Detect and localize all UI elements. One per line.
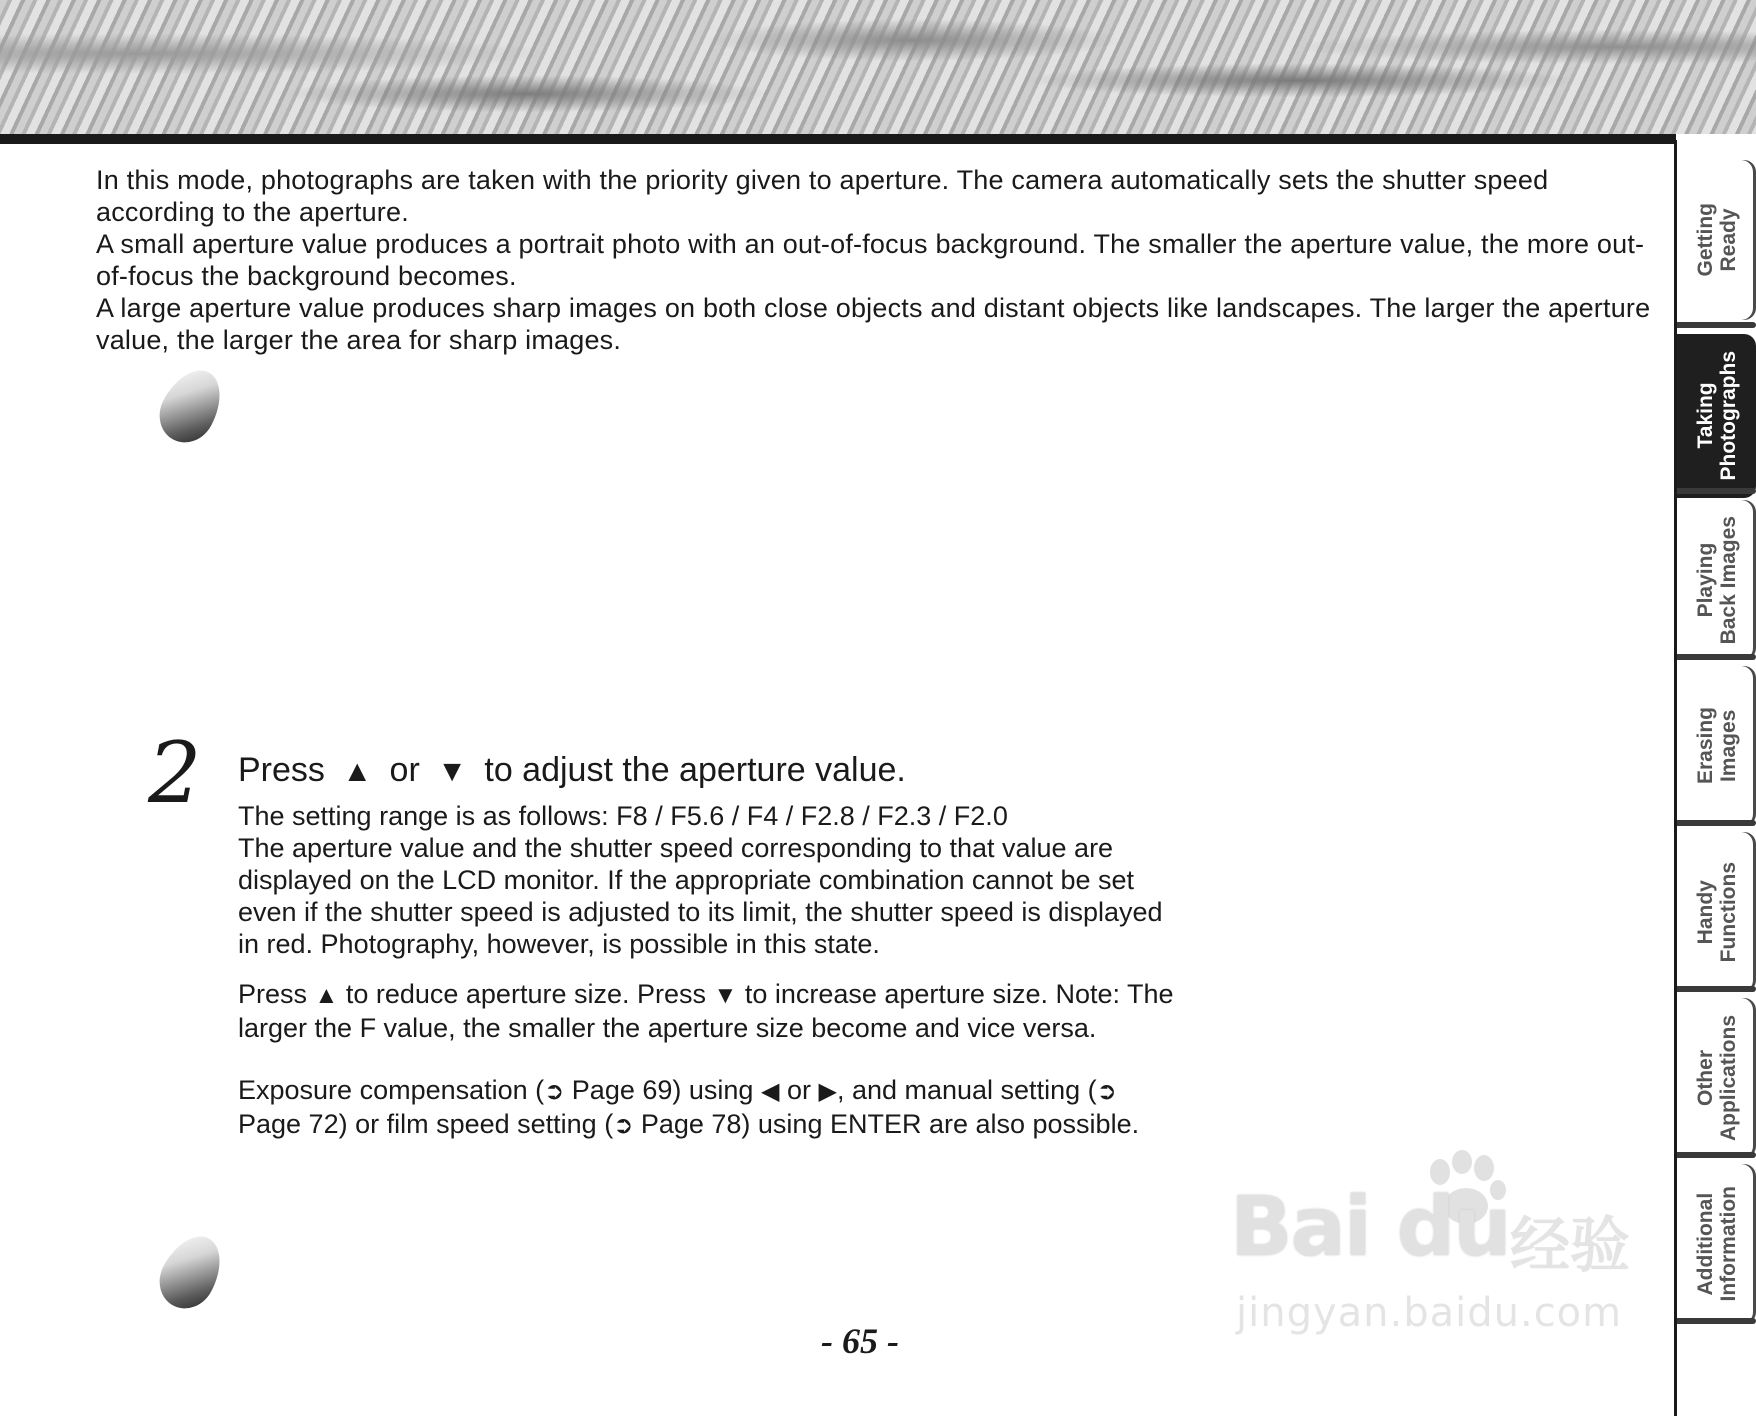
- down-arrow-icon: ▼: [713, 982, 738, 1009]
- tab-other-applications[interactable]: [1677, 998, 1756, 1158]
- down-arrow-icon: ▼: [437, 755, 467, 788]
- tab-divider: [1677, 322, 1756, 328]
- aperture-size-text: [238, 978, 1178, 1044]
- setting-range-text: The setting range is as follows: F8 / F5.6 / F4 / F2.8 / F2.3 / F2.0: [238, 801, 1008, 831]
- tab-label: Handy Functions: [1693, 861, 1740, 963]
- watermark-cn: 经验: [1510, 1211, 1630, 1281]
- tab-divider: [1677, 654, 1756, 660]
- step-number: 2: [148, 724, 202, 822]
- text-fragment: Page 72) or film speed setting (: [238, 1109, 614, 1139]
- tab-divider: [1677, 488, 1756, 494]
- up-arrow-icon: ▲: [314, 982, 339, 1009]
- intro-line: A small aperture value produces a portrait photo with an out-of-focus background. The smaller the aperture value, the more out-of-focus the background becomes.: [96, 229, 1645, 291]
- tab-divider: [1677, 986, 1756, 992]
- step-1-marker-icon: [149, 360, 232, 452]
- text-fragment: or: [786, 1075, 811, 1105]
- watermark-url: jingyan.baidu.com: [1236, 1290, 1623, 1336]
- tab-additional-information[interactable]: [1677, 1164, 1756, 1324]
- tab-divider: [1677, 820, 1756, 826]
- lcd-monitor-text: The aperture value and the shutter speed corresponding to that value are displayed on the LCD monitor. If the appropriate combination cannot be set even if the shutter speed is adjusted to its limit, the shutter speed is displayed in red. Photography, however, is possible in this state.: [238, 833, 1163, 959]
- text-fragment: Press: [238, 979, 308, 1009]
- header-rule: [0, 134, 1676, 144]
- intro-line: In this mode, photographs are taken with the priority given to aperture. The camera automatically sets the shutter speed according to the aperture.: [96, 165, 1549, 227]
- tab-erasing-images[interactable]: [1677, 666, 1756, 826]
- watermark: [1230, 1180, 1650, 1340]
- right-arrow-icon: ▶: [818, 1078, 837, 1105]
- step-2-block: [238, 748, 1178, 1158]
- intro-text: [96, 164, 1656, 356]
- step-title-press: Press: [238, 751, 325, 789]
- page-reference-icon: ➲: [544, 1078, 565, 1105]
- tab-label: Other Applications: [1693, 1014, 1740, 1141]
- tab-label: Getting Ready: [1693, 203, 1740, 277]
- text-fragment: Exposure compensation (: [238, 1075, 545, 1105]
- exposure-compensation-text: [238, 1074, 1178, 1142]
- tab-taking-photographs[interactable]: [1677, 334, 1756, 498]
- text-fragment: Page 69) using: [571, 1075, 754, 1105]
- page-number: - 65 -: [821, 1321, 899, 1361]
- note-text: Note: The larger the F value, the smaller the aperture size become and vice versa.: [238, 979, 1174, 1043]
- watermark-logo: Bai du: [1230, 1180, 1510, 1275]
- page-reference-icon: ➲: [613, 1112, 634, 1139]
- intro-line: A large aperture value produces sharp images on both close objects and distant objects like landscapes. The larger the aperture value, the larger the area for sharp images.: [96, 293, 1651, 355]
- text-fragment: to increase aperture size.: [744, 979, 1048, 1009]
- tab-label: Additional Information: [1693, 1186, 1740, 1302]
- text-fragment: to reduce aperture size. Press: [345, 979, 707, 1009]
- up-arrow-icon: ▲: [342, 755, 373, 788]
- header-texture-banner: [0, 0, 1756, 134]
- tab-getting-ready[interactable]: [1677, 160, 1756, 320]
- step-title-or: or: [389, 751, 420, 789]
- tab-handy-functions[interactable]: [1677, 832, 1756, 992]
- left-arrow-icon: ◀: [760, 1078, 780, 1105]
- tab-playing-back-images[interactable]: [1677, 500, 1756, 660]
- text-fragment: Page 78) using ENTER are also possible.: [640, 1109, 1140, 1139]
- tab-label: Taking Photographs: [1693, 351, 1740, 481]
- step-3-marker-icon: [149, 1226, 232, 1318]
- tab-divider: [1677, 1152, 1756, 1158]
- text-fragment: , and manual setting (: [836, 1075, 1097, 1105]
- step-title-rest: to adjust the aperture value.: [484, 751, 906, 789]
- tab-label: Playing Back Images: [1693, 515, 1740, 645]
- tab-divider: [1677, 1318, 1756, 1324]
- page-reference-icon: ➲: [1096, 1078, 1117, 1105]
- tab-label: Erasing Images: [1693, 707, 1740, 785]
- step-title: [238, 748, 1178, 794]
